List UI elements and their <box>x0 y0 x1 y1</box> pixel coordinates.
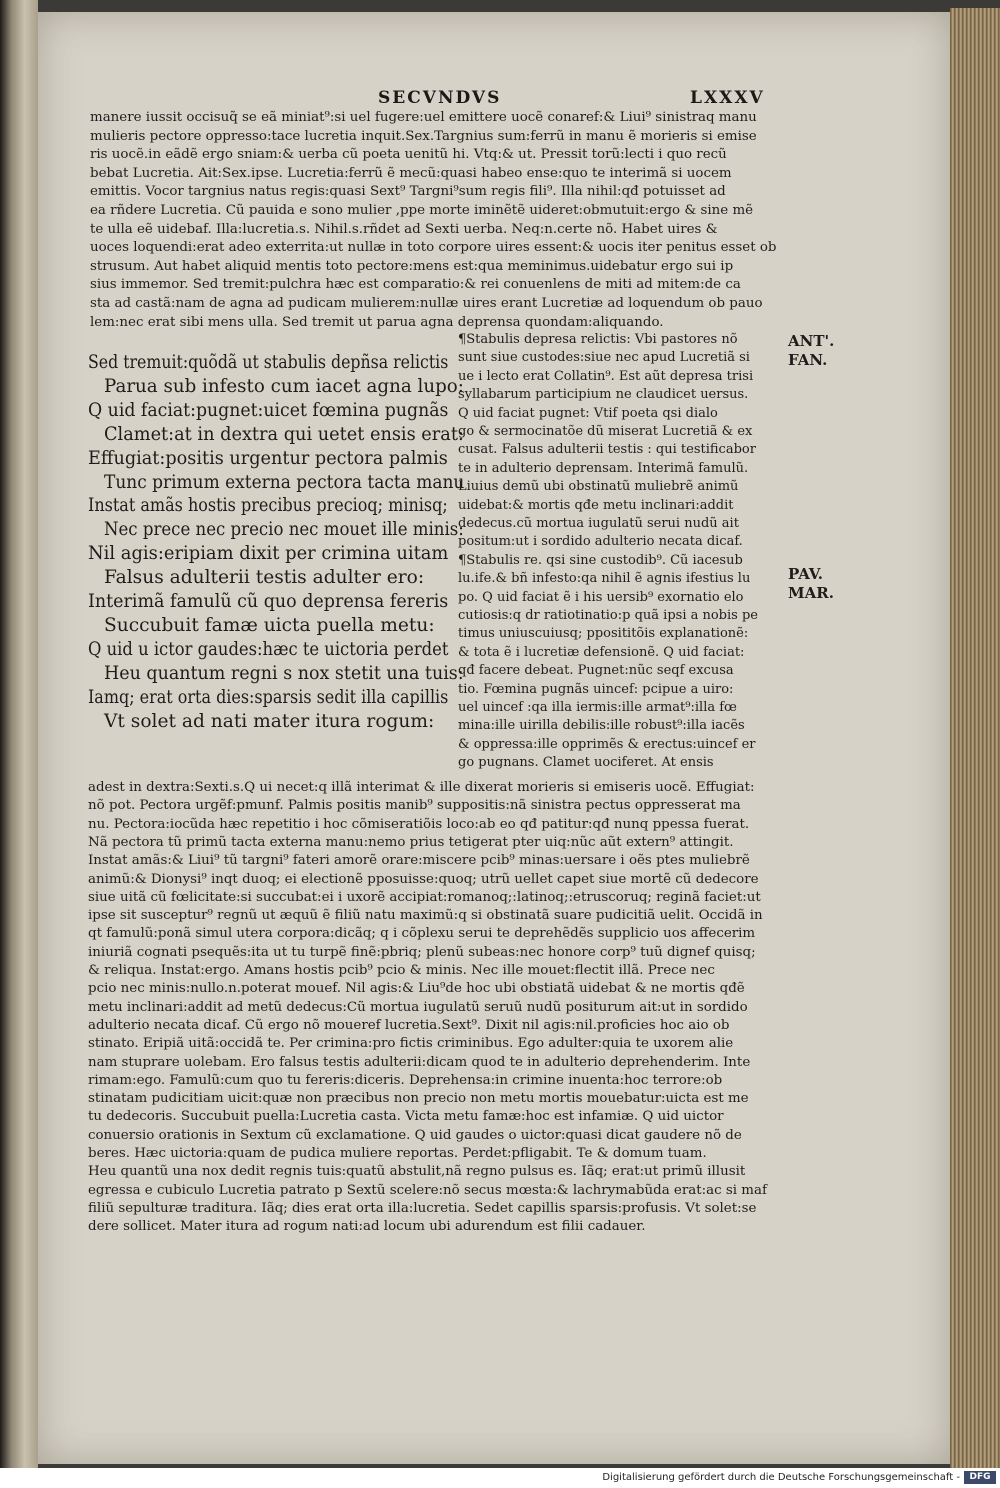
bottom-commentary-line: tu dedecoris. Succubuit puella:Lucretia casta. Victa metu famæ:hoc est infamiæ. Q uid uictor <box>88 1109 724 1125</box>
footer-bar <box>0 1468 1000 1488</box>
right-commentary-line: lu.ife.& bñ infesto:qa nihil ẽ agnis ifestius lu <box>458 571 751 587</box>
margin-note-pav-mar: PAV. MAR. <box>788 565 834 602</box>
dfg-logo: DFG <box>964 1471 996 1484</box>
right-commentary-line: timus uniuscuiusq; pposititõis explanationẽ: <box>458 626 749 642</box>
right-commentary-line: tio. Fœmina pugnãs uincef: pcipue a uiro: <box>458 681 734 697</box>
right-commentary-line: uel uincef :qa illa iermis:ille armat⁹:illa fœ <box>458 700 737 715</box>
right-commentary-line: ¶Stabulis depresa relictis: Vbi pastores nõ <box>458 332 738 347</box>
bottom-commentary-line: & reliqua. Instat:ergo. Amans hostis pcib⁹ pcio & minis. Nec ille mouet:flectit illã. Prece nec <box>88 963 715 978</box>
verses-line: Sed tremuit:quõdã ut stabulis depñsa relictis <box>88 352 449 373</box>
right-commentary-line: Q uid faciat pugnet: Vtif poeta qsi dialo <box>458 405 718 421</box>
bottom-commentary-line: Instat amãs:& Liui⁹ tũ targni⁹ fateri amorẽ orare:miscere pcib⁹ minas:uersare i oẽs ptes muliebrẽ <box>88 853 750 869</box>
verses-line: Effugiat:positis urgentur pectora palmis <box>88 447 448 469</box>
verses-line: Nil agis:eripiam dixit per crimina uitam <box>88 543 449 565</box>
bottom-commentary-line: rimam:ego. Famulũ:cum quo tu fereris:diceris. Deprehensa:in crimine inuenta:hoc terrore:ob <box>88 1072 723 1088</box>
top-commentary-line: ea rñdere Lucretia. Cũ pauida e sono mulier ,ppe morte iminẽtẽ uideret:obmutuit:ergo & sine mẽ <box>90 203 754 218</box>
right-commentary-line: mina:ille uirilla debilis:ille robust⁹:illa iacẽs <box>458 718 745 734</box>
bottom-commentary-line: siue uitã cũ fœlicitate:si succubat:ei i uxorẽ accipiat:romanoq;:latinoq;:etruscoruq; reginã faciet:ut <box>88 889 761 905</box>
verses-line: Tunc primum externa pectora tacta manu <box>104 471 465 493</box>
bottom-commentary-line: dere sollicet. Mater itura ad rogum nati:ad locum ubi adurendum est filii cadauer. <box>88 1219 646 1235</box>
top-commentary-line: bebat Lucretia. Ait:Sex.ipse. Lucretia:ferrũ ẽ mecũ:quasi habeo ense:quo te interimã si uocem <box>90 165 732 181</box>
verses-line: Instat amãs hostis precibus precioq; minisq; <box>88 495 448 517</box>
verses-line: Interimã famulũ cũ quo deprensa fereris <box>88 591 449 612</box>
bottom-commentary-line: conuersio orationis in Sextum cũ exclamatione. Q uid gaudes o uictor:quasi dicat gaudere nõ de <box>88 1127 742 1143</box>
verses-line: Iamq; erat orta dies:sparsis sedit illa capillis <box>88 686 449 708</box>
top-commentary-line: strusum. Aut habet aliquid mentis toto pectore:mens est:qua meminimus.uidebatur ergo sui ip <box>90 258 734 274</box>
bottom-commentary-line: egressa e cubiculo Lucretia patrato p Sextũ scelere:nõ secus mœsta:& lachrymabũda erat:ac si maf <box>88 1182 767 1198</box>
right-commentary-line: sunt siue custodes:siue nec apud Lucretiã si <box>458 350 750 366</box>
bottom-commentary-line: beres. Hæc uictoria:quam de pudica muliere reportas. Perdet:pfligabit. Te & domum tuam. <box>88 1146 707 1161</box>
right-commentary-line: syllabarum participium ne claudicet uersus. <box>458 387 749 403</box>
bottom-commentary-line: iniuriã cognati psequẽs:ita ut tu turpẽ finẽ:pbriq; plenũ subeas:nec honore corp⁹ tuũ dignef quisq; <box>88 944 756 960</box>
right-commentary-line: ¶Stabulis re. qsi sine custodib⁹. Cũ iacesub <box>458 552 743 568</box>
verses-line: Clamet:at in dextra qui uetet ensis erat: <box>104 423 464 445</box>
bottom-commentary-line: adest in dextra:Sexti.s.Q ui necet:q illã interimat & ille dixerat morieris si emiseris uocẽ. Effugiat: <box>88 780 755 795</box>
margin-note-ant-fan: ANT'. FAN. <box>788 332 835 369</box>
right-commentary-line: Liuius demũ ubi obstinatũ muliebrẽ animũ <box>458 479 739 495</box>
bottom-commentary-line: stinatam pudicitiam uicit:quæ non præcibus non precio non metu mortis mouebatur:uicta est me <box>88 1091 749 1107</box>
right-commentary-line: & oppressa:ille opprimẽs & erectus:uincef er <box>458 736 756 752</box>
top-commentary-line: manere iussit occisuq̃ se eã miniat⁹:si uel fugere:uel emittere uocẽ conaref:& Liui⁹ sinistraq manu <box>90 110 757 125</box>
bottom-commentary-line: stinato. Eripiã uitã:occidã te. Per crimina:pro fictis criminibus. Ego adulter:quia te uxorem alie <box>88 1036 734 1052</box>
verses-line: Vt solet ad nati mater itura rogum: <box>104 710 435 732</box>
right-commentary-line: go pugnans. Clamet uociferet. At ensis <box>458 755 714 771</box>
right-commentary-line: cutiosis:q dr ratiotinatio:p quã ipsi a nobis pe <box>458 608 758 623</box>
bottom-commentary-line: nõ pot. Pectora urgẽf:pmunf. Palmis positis manib⁹ suppositis:nã sinistra pectus oppresserat ma <box>88 798 741 814</box>
right-commentary-line: po. Q uid faciat ẽ i his uersib⁹ exornatio elo <box>458 589 744 605</box>
top-commentary-line: sius immemor. Sed tremit:pulchra hæc est comparatio:& rei conuenlens de miti ad mitem:de ca <box>90 277 741 293</box>
bottom-commentary-line: nam stuprare uolebam. Ero falsus testis adulterii:dicam quod te in adulterio deprehenderim. Inte <box>88 1054 751 1070</box>
right-commentary-line: dedecus.cũ mortua iugulatũ serui nudũ ait <box>458 516 739 531</box>
facing-page-edge <box>0 0 38 1468</box>
book-page-edges <box>950 8 1000 1468</box>
top-commentary-line: ris uocẽ.in eãdẽ ergo sniam:& uerba cũ poeta uenitũ hi. Vtq:& ut. Pressit torũ:lecti i quo recũ <box>90 147 727 163</box>
bottom-commentary-line: animũ:& Dionysi⁹ inqt duoq; ei electionẽ pposuisse:quoq; utrũ uellet capet siue mortẽ cũ dedecore <box>88 871 759 887</box>
bottom-commentary-line: qt famulũ:ponã simul utera corpora:dicãq; q i cõplexu serui te deprehẽdẽs supplicio uos affecerim <box>88 926 756 942</box>
bottom-commentary-line: ipse sit susceptur⁹ regnũ ut æquũ ẽ filiũ natu maximũ:q si obstinatã suare pudicitiã uelit. Occidã in <box>88 908 763 924</box>
verses-line: Parua sub infesto cum iacet agna lupo: <box>104 375 464 397</box>
bottom-commentary-line: Heu quantũ una nox dedit regnis tuis:quatũ abstulit,nã regno pulsus es. Iãq; erat:ut primũ illusit <box>88 1164 746 1180</box>
top-commentary-line: lem:nec erat sibi mens ulla. Sed tremit ut parua agna deprensa quondam:aliquando. <box>90 314 664 330</box>
footer-credit: Digitalisierung gefördert durch die Deutsche Forschungsgemeinschaft - <box>602 1472 960 1483</box>
bottom-commentary-line: Nã pectora tũ primũ tacta externa manu:nemo prius tetigerat pter uiq:nũc aũt extern⁹ attingit. <box>88 834 734 850</box>
bottom-commentary-line: adulterio necata dicaf. Cũ ergo nõ moueref lucretia.Sext⁹. Dixit nil agis:nil.proficies hoc aio ob <box>88 1017 730 1033</box>
folio-number: LXXXV <box>690 88 765 108</box>
right-commentary-line: ue i lecto erat Collatin⁹. Est aũt depresa trisi <box>458 368 754 384</box>
bottom-commentary-line: pcio nec minis:nullo.n.poterat mouef. Nil agis:& Liu⁹de hoc ubi obstiatã uidebat & ne mortis qđẽ <box>88 981 745 997</box>
right-commentary-line: cusat. Falsus adulterii testis : qui testificabor <box>458 442 756 458</box>
bottom-commentary-line: nu. Pectora:iocũda hæc repetitio i hoc cõmiseratiõis loco:ab eo qđ patitur:qđ nunq ppessa fuerat. <box>88 816 750 832</box>
right-commentary-line: & tota ẽ i lucretiæ defensionẽ. Q uid faciat: <box>458 644 745 660</box>
verses-line: Q uid faciat:pugnet:uicet fœmina pugnãs <box>88 399 449 421</box>
verses-line: Q uid u ictor gaudes:hæc te uictoria perdet <box>88 638 449 660</box>
top-commentary-line: sta ad castã:nam de agna ad pudicam mulierem:nullæ uires erant Lucretiæ ad loquendum ob pauo <box>90 296 763 311</box>
top-commentary-line: uoces loquendi:erat adeo exterrita:ut nullæ in toto corpore uires essent:& uocis iter penitus esset ob <box>90 240 777 256</box>
top-commentary-line: te ulla eẽ uidebaf. Illa:lucretia.s. Nihil.s.rñdet ad Sexti uerba. Neq:n.certe nõ. Habet uires & <box>90 221 718 237</box>
bottom-commentary-line: metu inclinari:addit ad metũ dedecus:Cũ mortua iugulatũ seruũ nudũ positurum ait:ut in sordido <box>88 999 748 1015</box>
verses-line: Heu quantum regni s nox stetit una tuis: <box>104 662 464 684</box>
right-commentary-line: te in adulterio deprensam. Interimã famulũ. <box>458 460 749 476</box>
verses-line: Falsus adulterii testis adulter ero: <box>104 567 425 589</box>
right-commentary-line: go & sermocinatõe dũ miserat Lucretiã & ex <box>458 424 753 439</box>
verses-line: Nec prece nec precio nec mouet ille minis: <box>104 519 464 541</box>
right-commentary-line: uidebat:& mortis qđe metu inclinari:addit <box>458 497 734 513</box>
verses-line: Succubuit famæ uicta puella metu: <box>104 614 435 636</box>
top-commentary-line: emittis. Vocor targnius natus regis:quasi Sext⁹ Targni⁹sum regis fili⁹. Illa nihil:qđ potuisset ad <box>90 184 726 200</box>
right-commentary-line: positum:ut i sordido adulterio necata dicaf. <box>458 534 743 550</box>
top-commentary-line: mulieris pectore oppresso:tace lucretia inquit.Sex.Targnius sum:ferrũ in manu ẽ morieris si emise <box>90 128 757 144</box>
running-title: SECVNDVS <box>378 88 502 108</box>
right-commentary-line: qđ facere debeat. Pugnet:nũc seqf excusa <box>458 663 734 679</box>
bottom-commentary-line: filiũ sepulturæ traditura. Iãq; dies erat orta illa:lucretia. Sedet capillis sparsis:profusis. Vt solet:se <box>88 1200 757 1216</box>
